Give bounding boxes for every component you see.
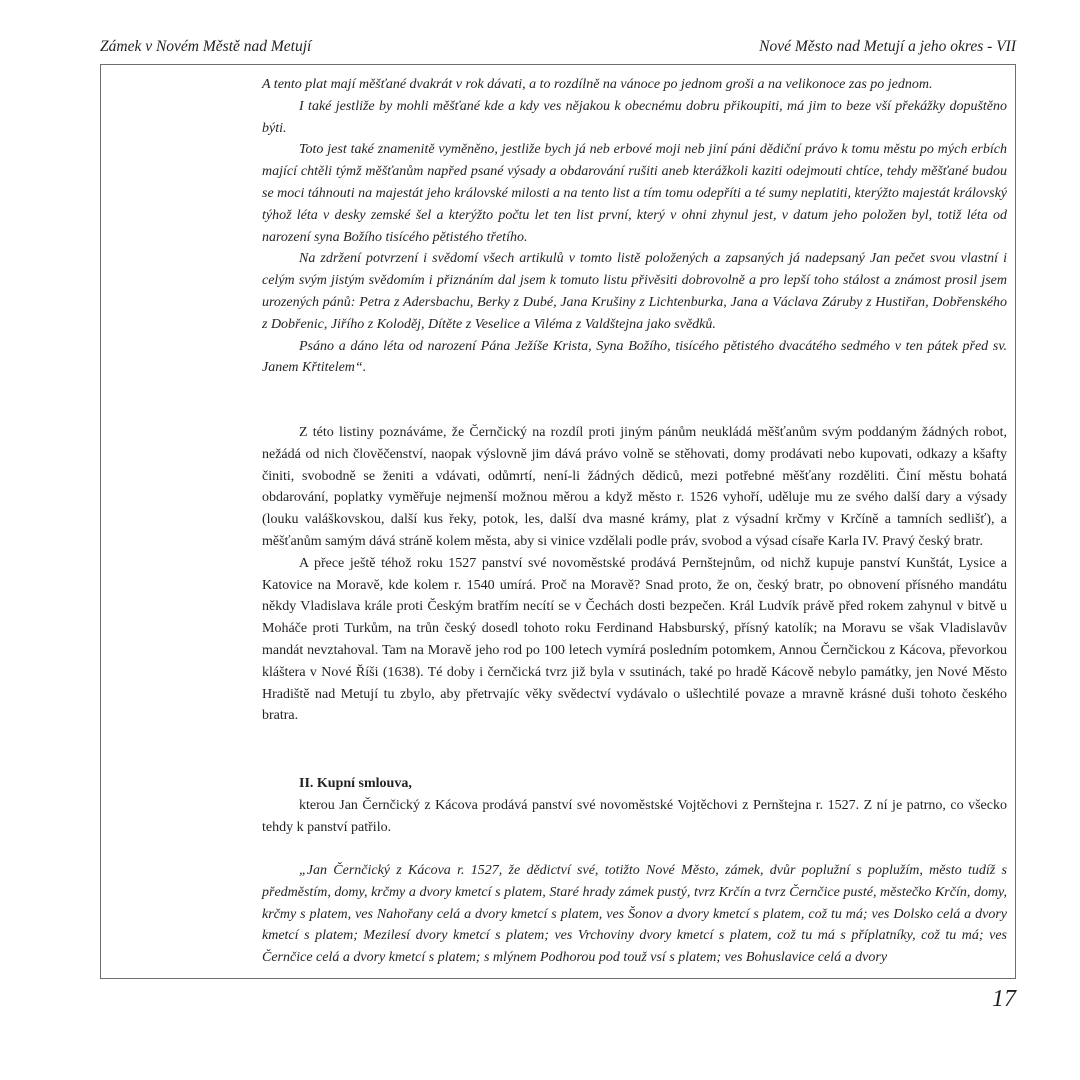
contract-quote-text: „Jan Černčický z Kácova r. 1527, že dědictví své, totižto Nové Město, zámek, dvůr poplužní s poplužím, město tudíž s předměstím, domy, krčmy a dvory kmetcí s platem, Staré hrady zámek pustý, tvrz Krčín a tvrz Černčice pusté, městečko Krčín, domy, krčmy s platem, ves Nahořany celá a dvory kmetcí s platem, ves Šonov a dvory kmetcí s platem, což tu má; ves Dolsko celá a dvory kmetcí s platem; Mezilesí dvory kmetcí s platem; ves Vrchoviny dvory kmetcí s platem, což tu má s příplatníky, což tu má; ves Černčice celá a dvory kmetcí s platem; s mlýnem Podhorou pod touž vsí s platem; ves Bohuslavice celá a dvory bbox=[262, 863, 1007, 966]
running-header-left: Zámek v Novém Městě nad Metují bbox=[100, 38, 312, 55]
body-text bbox=[262, 422, 1007, 727]
running-header-right: Nové Město nad Metují a jeho okres - VII bbox=[759, 38, 1016, 55]
section-intro: kterou Jan Černčický z Kácova prodává panství své novoměstské Vojtěchovi z Pernštejna r. 1527. Z ní je patrno, co všecko tehdy k panství patřilo. bbox=[262, 797, 1007, 835]
section-block bbox=[262, 773, 1007, 838]
body-paragraph: A přece ještě téhož roku 1527 panství své novoměstské prodává Pernštejnům, od nichž kupuje panství Kunštát, Lysice a Katovice na Moravě, kde kolem r. 1540 umírá. Proč na Moravě? Snad proto, že on, český bratr, po obnovení přísného mandátu někdy Vladislava krále proti Českým bratřím necítí se v Čechách dosti bezpečen. Král Ludvík právě před rokem zahynul v bitvě u Moháče proti Turkům, na trůn český dosedl tohoto roku Ferdinand Habsburský, přísný katolík; na Moravu se však Vladislavův mandát nevztahoval. Tam na Moravě jeho rod po 100 letech vymírá posledním potomkem, Annou Černčickou z Kácova, převorkou kláštera v Nové Říši (1638). Té doby i černčická tvrz již byla v ssutinách, také po hradě Kácově nebylo památky, jen Nové Město Hradiště nad Metují tu zbylo, aby přetrvajíc věky svědectví vydávalo o ušlechtilé povaze a mravně krásné duši tohoto českého bratra. bbox=[262, 555, 1007, 724]
body-paragraph: Z této listiny poznáváme, že Černčický na rozdíl proti jiným pánům neukládá měšťanům svým poddaným žádných robot, nežádá od nich člověčenství, naopak výslovně jim dává právo volně se stěhovati, domy prodávati nebo kupovati, odkazy a kšafty činiti, svobodně se ženiti a vdávati, odůmrtí, není-li žádných dědiců, mezi potřebné měšťany rozděliti. Činí městu bohatá obdarování, poplatky vyměřuje nejmenší možnou měrou a když město r. 1526 vyhoří, uděluje mu ze svého další dary a výsady (louku valáškovskou, další kus řeky, potok, les, další dva masné krámy, plat z výsadní krčmy v Krčíně a tamních sedlišť), a měšťanům samým dává stráně kolem města, aby si vinice vzdělali podle práv, svobod a výsad císaře Karla IV. Pravý český bratr. bbox=[262, 425, 1007, 549]
quote-paragraph: Na zdržení potvrzení i svědomí všech artikulů v tomto listě položených a zapsaných já nadepsaný Jan pečet svou vlastní i celým svým jistým svědomím i přiznáním dal jsem k tomuto listu přivěsiti dobrovolně a pro lepší toho stálost a známost prosil jsem urozených pánů: Petra z Adersbachu, Berky z Dubé, Jana Krušiny z Lichtenburka, Jana a Václava Záruby z Hustiřan, Dobřenského z Dobřenic, Jiřího z Koloděj, Dítěte z Veselice a Viléma z Valdštejna jako svědků. bbox=[262, 251, 1007, 332]
quote-block bbox=[262, 74, 1007, 379]
quote-paragraph: Psáno a dáno léta od narození Pána Ježíše Krista, Syna Božího, tisícého pětistého dvacátého sedmého v ten pátek před sv. Janem Křtitelem“. bbox=[262, 338, 1007, 376]
quote-paragraph: I také jestliže by mohli měšťané kde a kdy ves nějakou k obecnému dobru přikoupiti, má jim to beze vší překážky dopuštěno býti. bbox=[262, 98, 1007, 136]
quote-paragraph: Toto jest také znamenitě vyměněno, jestliže bych já neb erbové moji neb jiní páni dědiční právo k tomu městu po mých erbích mající chtěli týmž měšťanům napřed psané výsady a obdarování rušiti aneb kterážkoli kaziti odejmouti chtíce, tehdy měšťané budou se moci táhnouti na majestát jeho královské milosti a na tento list a tím tomu odepříti a té sumy neplatiti, kterýžto majestát královský týhož léta v desky zemské šel a kterýžto počtu let ten list první, který v ohni zhynul jest, v datum jeho položen byl, totiž léta od narození syna Božího tisícého pětistého třetího. bbox=[262, 142, 1007, 245]
page-number: 17 bbox=[992, 986, 1016, 1012]
section-title: II. Kupní smlouva, bbox=[299, 776, 412, 791]
quote-paragraph: A tento plat mají měšťané dvakrát v rok dávati, a to rozdílně na vánoce po jednom groši a na velikonoce zas po jednom. bbox=[262, 77, 933, 92]
contract-quote bbox=[262, 860, 1007, 969]
